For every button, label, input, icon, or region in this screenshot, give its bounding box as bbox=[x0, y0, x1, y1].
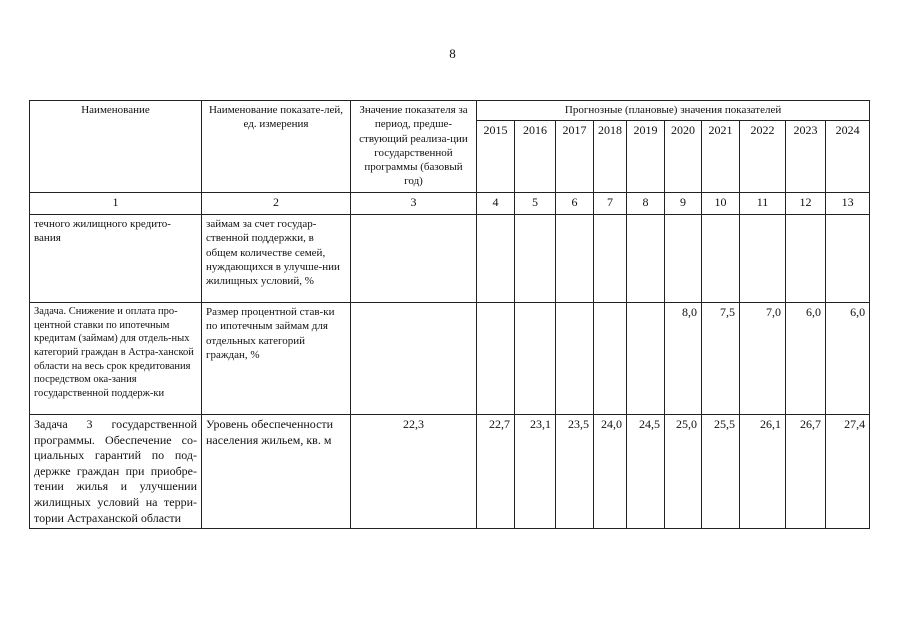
header-year: 2017 bbox=[556, 121, 594, 193]
header-year: 2018 bbox=[594, 121, 627, 193]
row-value: 25,5 bbox=[702, 415, 740, 529]
row-indicator: Размер процентной став-ки по ипотечным займам для отдельных категорий граждан, % bbox=[202, 303, 351, 415]
column-index: 2 bbox=[202, 193, 351, 215]
row-value bbox=[594, 303, 627, 415]
row-value bbox=[515, 215, 556, 303]
row-value bbox=[740, 215, 786, 303]
row-value bbox=[627, 303, 665, 415]
row-value bbox=[477, 303, 515, 415]
header-year: 2022 bbox=[740, 121, 786, 193]
row-value bbox=[594, 215, 627, 303]
page-number: 8 bbox=[449, 46, 456, 61]
row-value: 25,0 bbox=[665, 415, 702, 529]
column-index: 13 bbox=[826, 193, 870, 215]
row-value bbox=[702, 215, 740, 303]
header-year: 2016 bbox=[515, 121, 556, 193]
column-index: 5 bbox=[515, 193, 556, 215]
row-value: 24,5 bbox=[627, 415, 665, 529]
table-row bbox=[30, 415, 870, 529]
row-value: 8,0 bbox=[665, 303, 702, 415]
header-year: 2023 bbox=[786, 121, 826, 193]
row-value: 27,4 bbox=[826, 415, 870, 529]
header-base-value: Значение показателя за период, предше-ствующий реализа-ции государственной программы (базовый год) bbox=[351, 101, 477, 193]
row-value bbox=[826, 215, 870, 303]
row-value: 23,5 bbox=[556, 415, 594, 529]
row-indicator: Уровень обеспеченности населения жильем, кв. м bbox=[202, 415, 351, 529]
column-index: 9 bbox=[665, 193, 702, 215]
row-value bbox=[515, 303, 556, 415]
row-name: Задача. Снижение и оплата про-центной ставки по ипотечным кредитам (займам) для отдель-ных категорий граждан в Астра-ханской области на весь срок кредитования посредством ока-зания государственной поддерж-ки bbox=[30, 303, 202, 415]
row-indicator: займам за счет государ-ственной поддержки, в общем количестве семей, нуждающихся в улучше-нии жилищных условий, % bbox=[202, 215, 351, 303]
row-value bbox=[786, 215, 826, 303]
table-row bbox=[30, 215, 870, 303]
row-value: 26,1 bbox=[740, 415, 786, 529]
column-index: 4 bbox=[477, 193, 515, 215]
header-name: Наименование bbox=[30, 101, 202, 193]
table-row bbox=[30, 303, 870, 415]
column-index: 7 bbox=[594, 193, 627, 215]
row-value: 7,0 bbox=[740, 303, 786, 415]
header-indicator: Наименование показате-лей, ед. измерения bbox=[202, 101, 351, 193]
column-index: 10 bbox=[702, 193, 740, 215]
row-base-value: 22,3 bbox=[351, 415, 477, 529]
row-name: течного жилищного кредито-вания bbox=[30, 215, 202, 303]
row-value bbox=[665, 215, 702, 303]
row-value bbox=[627, 215, 665, 303]
header-year: 2020 bbox=[665, 121, 702, 193]
indicators-table bbox=[29, 100, 870, 529]
row-value: 6,0 bbox=[786, 303, 826, 415]
row-base-value bbox=[351, 215, 477, 303]
header-year: 2015 bbox=[477, 121, 515, 193]
row-value: 6,0 bbox=[826, 303, 870, 415]
column-index: 8 bbox=[627, 193, 665, 215]
header-year: 2019 bbox=[627, 121, 665, 193]
header-forecast: Прогнозные (плановые) значения показателей bbox=[477, 101, 870, 121]
column-index: 11 bbox=[740, 193, 786, 215]
row-value: 24,0 bbox=[594, 415, 627, 529]
column-index: 12 bbox=[786, 193, 826, 215]
header-year: 2021 bbox=[702, 121, 740, 193]
header-row bbox=[30, 101, 870, 121]
row-base-value bbox=[351, 303, 477, 415]
column-index: 1 bbox=[30, 193, 202, 215]
row-value bbox=[477, 215, 515, 303]
row-value bbox=[556, 303, 594, 415]
column-index-row bbox=[30, 193, 870, 215]
row-value bbox=[556, 215, 594, 303]
column-index: 6 bbox=[556, 193, 594, 215]
row-value: 22,7 bbox=[477, 415, 515, 529]
header-year: 2024 bbox=[826, 121, 870, 193]
row-value: 7,5 bbox=[702, 303, 740, 415]
row-name: Задача 3 государственной программы. Обеспечение со-циальных гарантий по под-держке граждан при приобре-тении жилья и улучшении жилищных условий на терри-тории Астраханской области bbox=[30, 415, 202, 529]
column-index: 3 bbox=[351, 193, 477, 215]
row-value: 23,1 bbox=[515, 415, 556, 529]
row-value: 26,7 bbox=[786, 415, 826, 529]
